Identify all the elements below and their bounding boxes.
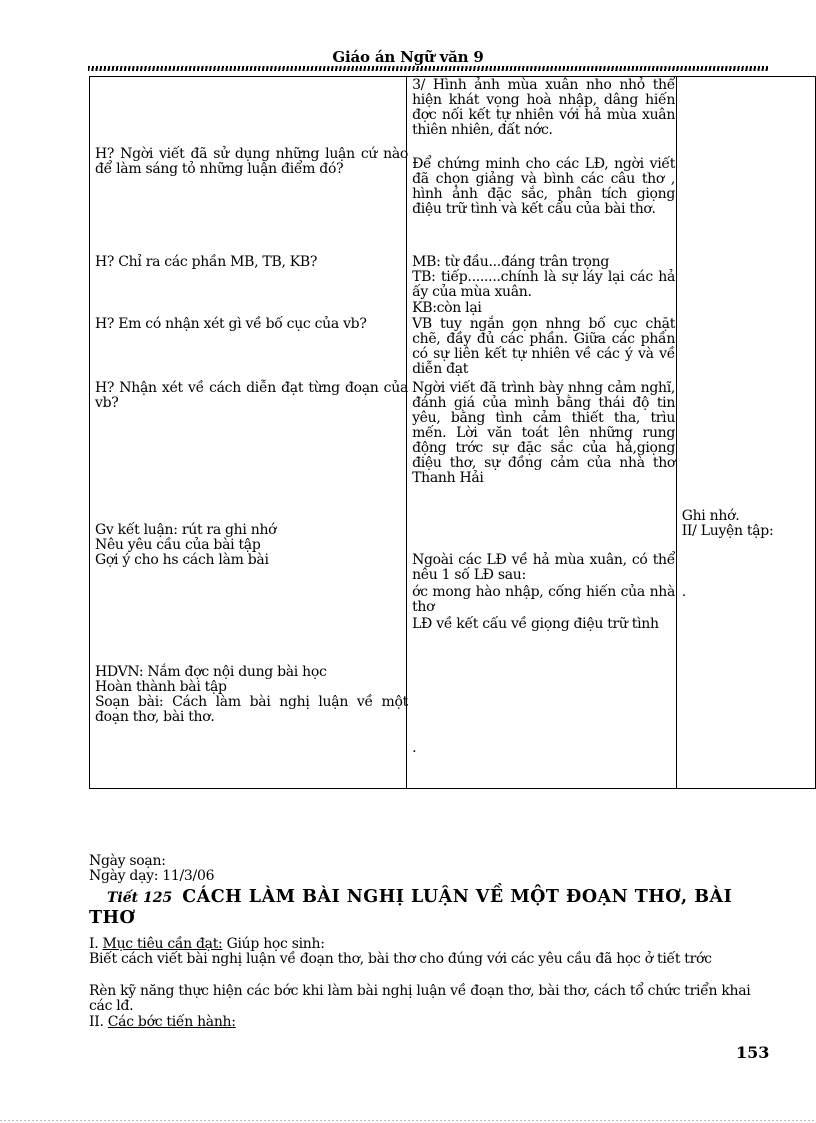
answer-luan-cu: Để chứng minh cho các LĐ, ngời viết đã chọn giảng và bình các câu thơ , hình ảnh đặc sắc, phân tích giọng điệu trữ tình và kết cấu của bài thơ. [412,156,676,217]
objective-1: Biết cách viết bài nghị luận về đoạn thơ, bài thơ cho đúng với các yêu cầu đã học ở tiết trớc [89,951,712,967]
question-bo-cuc-comment: H? Em có nhận xét gì về bố cục của vb? [95,316,367,332]
objectives-heading-rest: Giúp học sinh: [222,936,325,952]
right-column [676,77,815,789]
answer-bo-cuc: VB tuy ngắn gọn nhng bố cục chặt chẽ, đầy đủ các phần. Giữa các phần có sự liên kết tự nhiên về các ý và về diễn đạt [412,316,676,377]
exercise-requirement: Nêu yêu cầu của bài tập [95,537,261,553]
objectives-heading-label: Mục tiêu cần đạt: [102,936,223,952]
objectives-heading-number: I. [89,936,103,952]
right-dot: . [681,584,686,600]
ngay-soan: Ngày soạn: [89,853,166,869]
lesson-title [89,887,769,928]
steps-heading-number: II. [89,1014,108,1030]
homework-item-2: Hoàn thành bài tập [95,679,227,695]
ngay-day: Ngày dạy: 11/3/06 [89,868,215,884]
middle-dot: . [412,740,417,756]
answer-hinh-anh: 3/ Hình ảnh mùa xuân nho nhỏ thể hiện khát vọng hoà nhập, dâng hiến đợc nối kết tự nhiên với hả mùa xuân thiên nhiên, đất nớc. [412,77,676,138]
exercise-answer-intro: Ngoài các LĐ về hả mùa xuân, có thể nêu 1 số LĐ sau: [412,552,676,583]
answer-mb: MB: từ đầu...đáng trân trọng [412,254,610,270]
homework-item-1: HDVN: Nắm đợc nội dung bài học [95,664,327,680]
question-dien-dat: H? Nhận xét về cách diễn đạt từng đoạn của vb? [95,380,408,411]
objectives-heading [89,937,325,952]
middle-column [407,77,677,789]
answer-dien-dat: Ngời viết đã trình bày nhng cảm nghĩ, đánh giá của mình bằng thái độ tin yêu, bằng tình cảm thiết tha, trìu mến. Lời văn toát lên những rung động trớc sự đặc sắc của hả,giọng điệu thơ, sự đồng cảm của nhà thơ Thanh Hải [412,380,676,486]
objective-2: Rèn kỹ năng thực hiện các bớc khi làm bài nghị luận về đoạn thơ, bài thơ, cách tổ chức triển khai các lđ. [89,983,751,1014]
lesson-table [89,76,816,789]
question-luan-cu: H? Ngời viết đã sử dụng những luận cứ nào để làm sáng tỏ những luận điểm đó? [95,146,408,177]
answer-tb: TB: tiếp........chính là sự láy lại các hả ấy của mùa xuân. [412,269,676,300]
footer-rule [0,1120,816,1121]
steps-heading [89,1015,236,1030]
page-number: 153 [736,1043,770,1062]
left-column [90,77,407,789]
note-ghi-nho: Ghi nhớ. [681,508,740,524]
lesson-title-text: CÁCH LÀM BÀI NGHỊ LUẬN VỀ MỘT ĐOẠN THƠ, BÀI THƠ [89,887,733,928]
header-rule [88,66,768,71]
lesson-number: Tiết 125 [107,890,173,906]
answer-kb: KB:còn lại [412,300,482,316]
question-bo-cuc-parts: H? Chỉ ra các phần MB, TB, KB? [95,254,318,270]
exercise-answer-1: ớc mong hào nhập, cống hiến của nhà thơ [412,584,676,615]
exercise-hint: Gợi ý cho hs cách làm bài [95,552,269,568]
note-luyen-tap: II/ Luyện tập: [681,523,774,539]
teacher-conclusion: Gv kết luận: rút ra ghi nhớ [95,522,277,538]
steps-heading-label: Các bớc tiến hành: [107,1014,236,1030]
homework-item-3: Soạn bài: Cách làm bài nghị luận về một đoạn thơ, bài thơ. [95,694,408,725]
running-header: Giáo án Ngữ văn 9 [332,48,484,66]
exercise-answer-2: LĐ về kết cấu về giọng điệu trữ tình [412,616,659,632]
